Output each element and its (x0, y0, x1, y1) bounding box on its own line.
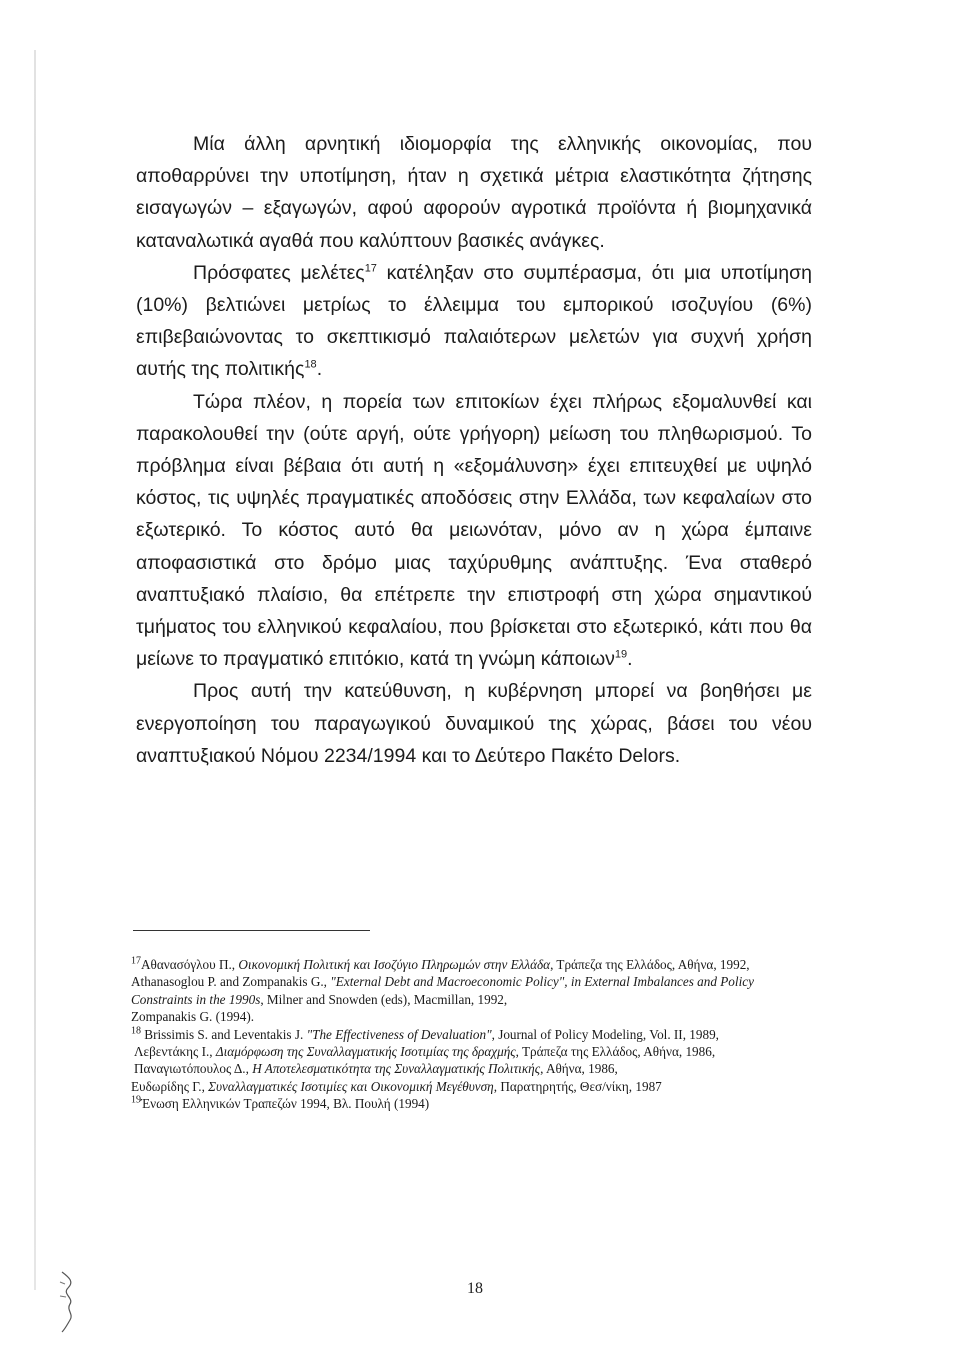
footnotes (131, 956, 811, 1113)
paragraph-3 (136, 386, 812, 676)
paragraph-2-text-a: Πρόσφατες μελέτες (193, 261, 365, 284)
paragraph-1 (136, 128, 812, 257)
footnote-17-publisher-2: , Milner and Snowden (eds), Macmillan, 1992, (260, 991, 508, 1007)
paragraph-2 (136, 257, 812, 386)
footnote-18-author-2: Λεβεντάκης Ι., (134, 1044, 216, 1060)
footnote-17-line-1 (131, 956, 811, 973)
footnote-17-title-2: "External Debt and Macroeconomic Policy", in External Imbalances and Policy Constraints in the 1990s (131, 974, 754, 1007)
paragraph-3-text-b: . (627, 648, 633, 671)
footnote-18-author-3: Παναγιωτόπουλος Δ., (134, 1061, 253, 1077)
footnote-17-author: Αθανασόγλου Π., (141, 957, 239, 972)
footnote-separator (133, 930, 370, 931)
footnote-17-publisher: , Τράπεζα της Ελλάδος, Αθήνα, 1992, (550, 957, 750, 972)
main-text (136, 128, 812, 772)
paragraph-4-text: Προς αυτή την κατεύθυνση, η κυβέρνηση μπορεί να βοηθήσει με ενεργοποίηση του παραγωγικού δυναμικού της χώρας, βάσει του νέου αναπτυξιακού Νόμου 2234/1994 και το Δεύτερο Πακέτο Delors. (136, 680, 812, 767)
footnote-18-line-4 (131, 1078, 811, 1095)
footnote-19 (131, 1095, 811, 1112)
footnote-18-line-3 (134, 1060, 811, 1077)
footnote-18-title: "The Effectiveness of Devaluation" (306, 1026, 492, 1042)
paragraph-2-text-c: . (316, 358, 323, 381)
paragraph-2-text-b: κατέληξαν στο συμπέρασμα, ότι μια υποτίμηση (10%) βελτιώνει μετρίως το έλλειμμα του εμπορικού ισοζυγίου (6%) επιβεβαιώνοντας το σκεπτικισμό παλαιότερων μελετών για συχνή χρήση αυτής της πολιτικής (136, 261, 812, 381)
paragraph-3-text-a: Τώρα πλέον, η πορεία των επιτοκίων έχει πλήρως εξομαλυνθεί και παρακολουθεί την (ούτε αργή, ούτε γρήγορη) μείωση του πληθωρισμού. Το πρόβλημα είναι βέβαια ότι αυτή η «εξομάλυνση» έχει επιτευχθεί με υψηλό κόστος, τις υψηλές πραγματικές αποδόσεις στην Ελλάδα, των κεφαλαίων στο εξωτερικό. Το κόστος αυτό θα μειωνόταν, μόνο αν η χώρα έμπαινε αποφασιστικά στο δρόμο μιας ταχύρυθμης ανάπτυξης. Ένα σταθερό αναπτυξιακό πλαίσιο, θα επέτρεπε την επιστροφή στη χώρα σημαντικού τμήματος του ελληνικού κεφαλαίου, που βρίσκεται στο εξωτερικό, κάτι που θα μείωνε το πραγματικό επιτόκιο, κατά τη γνώμη κάποιων (136, 390, 812, 671)
footnote-17-line-3 (131, 1008, 811, 1025)
footnote-18-line-1 (131, 1026, 811, 1043)
footnote-18-title-2: Διαμόρφωση της Συναλλαγματικής Ισοτιμίας της δραχμής (215, 1044, 516, 1060)
footnote-19-number: 19 (131, 1094, 141, 1106)
footnote-18-author-4: Ευδωρίδης Γ., (131, 1078, 209, 1094)
footnote-18-publisher-4: , Παρατηρητής, Θεσ/νίκη, 1987 (493, 1078, 662, 1094)
paragraph-1-text: Μία άλλη αρνητική ιδιομορφία της ελληνικής οικονομίας, που αποθαρρύνει την υποτίμηση, ήταν η σχετικά μέτρια ελαστικότητα ζήτησης εισαγωγών – εξαγωγών, αφού αφορούν αγροτικά προϊόντα ή βιομηχανικά καταναλωτικά αγαθά που καλύπτουν βασικές ανάγκες. (136, 133, 812, 252)
footnote-18-publisher-3: , Αθήνα, 1986, (540, 1061, 618, 1077)
footnote-ref-18[interactable]: 18 (304, 358, 317, 371)
footnote-18-line-2 (134, 1043, 811, 1060)
footnote-18-title-3: Η Αποτελεσματικότητα της Συναλλαγματικής Πολιτικής (252, 1061, 541, 1077)
paragraph-4 (136, 675, 812, 772)
footnote-18-author: Brissimis S. and Leventakis J. (144, 1026, 307, 1042)
scan-edge (34, 50, 36, 1290)
handwritten-mark-icon (56, 1268, 82, 1334)
page-number: 18 (467, 1280, 483, 1297)
footnote-17-number: 17 (131, 955, 141, 967)
footnote-18-title-4: Συναλλαγματικές Ισοτιμίες και Οικονομική Μεγέθυνση (208, 1078, 494, 1094)
footnote-17-ref-3: Zompanakis G. (1994). (131, 1009, 255, 1025)
footnote-ref-17[interactable]: 17 (364, 262, 377, 275)
footnote-18-journal: , Journal of Policy Modeling, Vol. II, 1989, (491, 1026, 719, 1042)
footnote-17-author-2: Athanasoglou P. and Zompanakis G., (131, 974, 331, 990)
footnote-ref-19[interactable]: 19 (614, 648, 628, 661)
footnote-19-text: Ένωση Ελληνικών Τραπεζών 1994, Βλ. Πουλή (1994) (141, 1096, 430, 1112)
footnote-18-publisher-2: , Τράπεζα της Ελλάδος, Αθήνα, 1986, (515, 1044, 716, 1060)
footnote-17-line-2 (131, 973, 811, 1008)
footnote-17-title: Οικονομική Πολιτική και Ισοζύγιο Πληρωμών στην Ελλάδα (238, 957, 551, 972)
footnote-18-number: 18 (131, 1025, 141, 1037)
